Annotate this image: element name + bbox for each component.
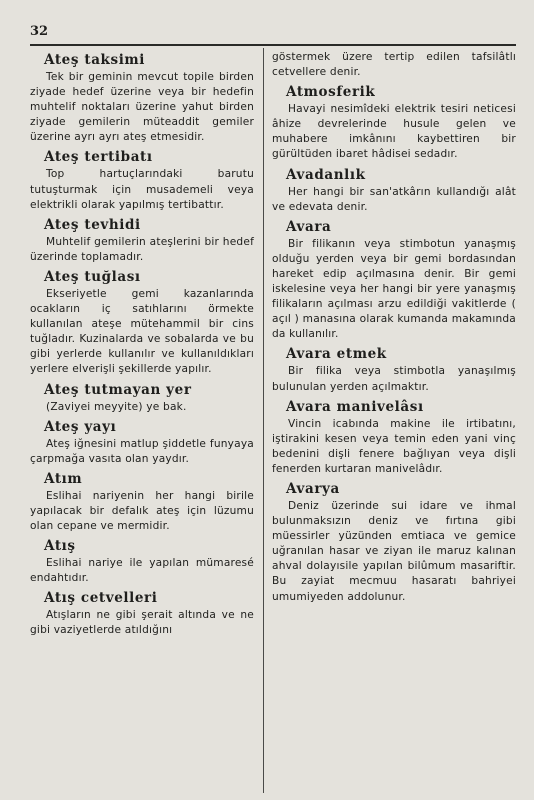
entry-avara-etmek	[272, 346, 516, 394]
entry-ates-yayi	[30, 419, 254, 467]
left-column	[30, 48, 254, 638]
entry-heading: Atmosferik	[286, 84, 376, 101]
entry-heading: Ateş tuğlası	[44, 268, 141, 285]
entry-heading: Ateş tevhidi	[44, 216, 141, 233]
entry-body: Tek bir geminin mevcut topile birden ziyade hedef üzerine veya bir hedefin muhtelif noktaları üzerine yahut birden ziyade gemilerin müteaddit gemiler üzerine ayrı ayrı ateş etmesidir.	[30, 71, 254, 144]
entry-heading: Ateş taksimi	[44, 52, 146, 68]
entry-avarya	[272, 481, 516, 605]
entry-body: Ateş iğnesini matlup şiddetle funyaya çarpmağa vasıta olan yaydır.	[30, 437, 254, 465]
entry-body: Bir filikanın veya stimbotun yanaşmış olduğu yerden veya bir gemi bordasından hareket edip açılmasına denir. Bir gemi iskelesine veya her hangi bir yere yanaşmış filikaların açılması arzu edildiği vakitlerde ( açıl ) manasına olarak kumanda makamında da kullanılır.	[272, 237, 516, 341]
entry-heading: Atış cetvelleri	[44, 590, 158, 607]
entry-ates-taksimi	[30, 52, 254, 145]
entry-avara	[272, 219, 516, 343]
entry-atim	[30, 471, 254, 534]
header-rule	[30, 44, 516, 46]
entry-body: Muhtelif gemilerin ateşlerini bir hedef üzerinde toplamadır.	[30, 235, 254, 263]
entry-atis-cetvelleri	[30, 590, 254, 638]
column-divider	[263, 48, 264, 793]
entry-heading: Atım	[44, 470, 83, 487]
entry-ates-tuglasi	[30, 269, 254, 378]
entry-body: Atışların ne gibi şerait altında ve ne gibi vaziyetlerde atıldığını	[30, 609, 254, 637]
entry-heading: Avara etmek	[286, 346, 387, 363]
entry-avara-manivelasi	[272, 399, 516, 477]
continued-text: göstermek üzere tertip edilen tafsilâtlı cetvellere denir.	[272, 51, 516, 79]
entry-heading: Atış	[44, 538, 76, 555]
entry-heading: Ateş tutmayan yer	[44, 381, 192, 398]
entry-heading: Avarya	[286, 480, 340, 497]
entry-avadanlik	[272, 167, 516, 215]
entry-body: Her hangi bir san'atkârın kullandığı alât ve edevata denir.	[272, 185, 516, 213]
entry-body: Havayi nesimîdeki elektrik tesiri neticesi âhize devrelerinde husule gelen ve muhabere imkânını kaybettiren bir gürültüden ibaret hâdisei sedadır.	[272, 103, 516, 161]
entry-ates-tertibati	[30, 149, 254, 212]
entry-body: Ekseriyetle gemi kazanlarında ocakların iç satıhlarını örmekte kullanılan ateşe mütehammil bir cins tuğladır. Kuzinalarda ve sobalarda ve bu gibi yerlerde kullanılır ve kullanıldıkları yerlere elverişli şekillerde yapılır.	[30, 287, 254, 376]
entry-ates-tevhidi	[30, 217, 254, 265]
entry-body: Eslihai nariyenin her hangi birile yapılacak bir defalık ateş için lüzumu olan cepane ve mermidir.	[30, 489, 254, 532]
entry-body: (Zaviyei meyyite) ye bak.	[46, 400, 187, 413]
entry-body: Vincin icabında makine ile irtibatını, iştirakini kesen veya temin eden yani vinç bedenini dişli fenere bağlıyan veya dişli fenerden kurtaran manivelâdır.	[272, 417, 516, 475]
entry-heading: Avara manivelâsı	[286, 398, 424, 415]
entry-body: Bir filika veya stimbotla yanaşılmış bulunulan yerden açılmaktır.	[272, 365, 516, 393]
entry-body: Top hartuçlarındaki barutu tutuşturmak için musademeli veya elektrikli olarak yapılmış tertibattır.	[30, 168, 254, 211]
entry-atis	[30, 538, 254, 586]
entry-body: Deniz üzerinde sui idare ve ihmal bulunmaksızın deniz ve fırtına gibi müessirler yüzünden emtiaca ve gemice uğranılan hasar ve ziyan ile maruz kalınan ahval dolayısile yapılan bilûmum masariftir. Bu zayiat mecmuu hasaratı bahriyei umumiyeden addolunur.	[272, 499, 516, 603]
entry-body: Eslihai nariye ile yapılan mümaresé endahtıdır.	[30, 557, 254, 585]
entry-atmosferik	[272, 84, 516, 162]
entry-heading: Ateş yayı	[44, 418, 117, 435]
page-number: 32	[30, 24, 49, 39]
entry-heading: Avadanlık	[286, 166, 366, 183]
entry-heading: Avara	[286, 218, 332, 235]
right-column	[272, 48, 516, 605]
entry-heading: Ateş tertibatı	[44, 149, 153, 166]
entry-ates-tutmayan-yer	[30, 382, 254, 415]
